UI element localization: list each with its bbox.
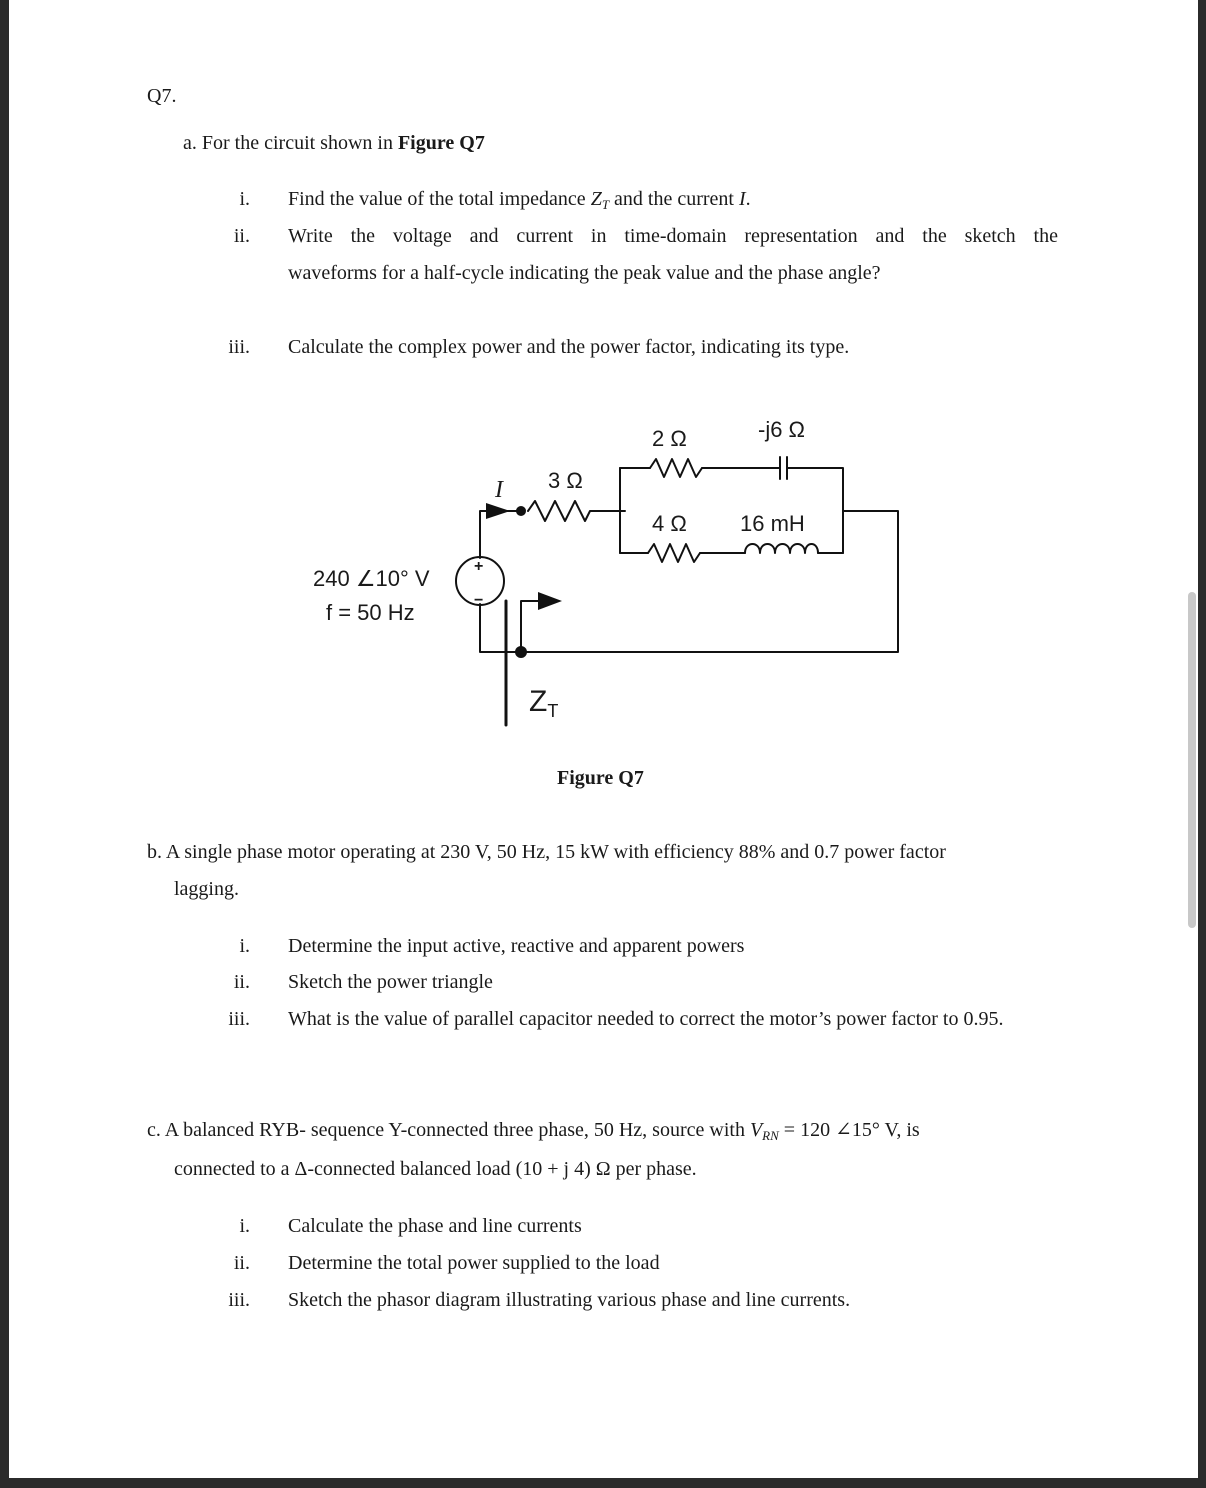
part-b-item-3-text: What is the value of parallel capacitor needed to correct the motor’s power factor to 0.95. <box>288 1008 1004 1030</box>
wire-return <box>480 511 898 652</box>
question-number: Q7. <box>147 85 177 107</box>
part-a-item-2-line-1: Write the voltage and current in time-domain representation and the sketch the <box>288 225 1058 247</box>
part-c-item-1-number: i. <box>239 1215 250 1237</box>
part-c-item-2-number: ii. <box>233 1252 250 1274</box>
part-a-intro: a. For the circuit shown in Figure Q7 <box>183 132 485 154</box>
part-b-item-2-number: ii. <box>233 971 250 993</box>
part-a-item-3-text: Calculate the complex power and the power factor, indicating its type. <box>288 336 850 358</box>
label-minus-j6-ohm: -j6 Ω <box>758 417 806 442</box>
zt-terminal-wire <box>521 601 538 652</box>
label-zt: $Z_T$ <box>529 685 559 721</box>
resistor-4ohm <box>648 544 700 562</box>
figure-caption: Figure Q7 <box>557 767 644 789</box>
zt-arrow <box>538 592 562 610</box>
label-3-ohm: 3 Ω <box>548 468 583 493</box>
source-minus-sign: − <box>474 592 484 609</box>
wire-source-top <box>480 511 518 558</box>
part-c-item-1-text: Calculate the phase and line currents <box>288 1215 582 1237</box>
resistor-3ohm <box>528 501 625 521</box>
part-c-item-3-number: iii. <box>228 1289 250 1311</box>
part-c-line-1: c. A balanced RYB- sequence Y-connected three phase, 50 Hz, source with $V_{RN} = 120$ ∠15° V, is <box>147 1119 920 1143</box>
part-b-line-1: b. A single phase motor operating at 230 V, 50 Hz, 15 kW with efficiency 88% and 0.7 power factor <box>147 841 946 863</box>
inductor-16mh <box>745 544 818 553</box>
part-b-item-1-number: i. <box>239 935 250 957</box>
part-c-item-2-text: Determine the total power supplied to the load <box>288 1252 660 1274</box>
part-b-item-1-text: Determine the input active, reactive and apparent powers <box>288 935 745 957</box>
part-a-item-1-number: i. <box>239 188 250 210</box>
node-dot-bottom <box>515 646 527 658</box>
part-a-item-2-line-2: waveforms for a half-cycle indicating the peak value and the phase angle? <box>288 262 881 284</box>
label-source-frequency: f = 50 Hz <box>326 600 415 625</box>
part-b-line-2: lagging. <box>174 878 239 900</box>
node-dot-top <box>516 506 526 516</box>
label-source-voltage: 240 ∠10° V <box>313 566 430 591</box>
current-arrow <box>486 503 510 519</box>
part-a-item-2-number: ii. <box>233 225 250 247</box>
part-a-item-3-number: iii. <box>228 336 250 358</box>
part-a-item-1-text: Find the value of the total impedance $Z_T$ and the current I. <box>288 188 751 212</box>
label-2-ohm: 2 Ω <box>652 426 687 451</box>
part-b-item-3-number: iii. <box>228 1008 250 1030</box>
part-b-item-2-text: Sketch the power triangle <box>288 971 493 993</box>
figure-reference: Figure Q7 <box>397 132 485 154</box>
label-4-ohm: 4 Ω <box>652 511 687 536</box>
label-16-mh: 16 mH <box>740 511 805 536</box>
resistor-2ohm <box>650 459 702 477</box>
part-c-line-2: connected to a Δ-connected balanced load (10 + j 4) Ω per phase. <box>174 1158 697 1180</box>
source-plus-sign: + <box>474 558 484 575</box>
label-current-i: I <box>495 477 503 503</box>
part-c-item-3-text: Sketch the phasor diagram illustrating various phase and line currents. <box>288 1289 851 1311</box>
